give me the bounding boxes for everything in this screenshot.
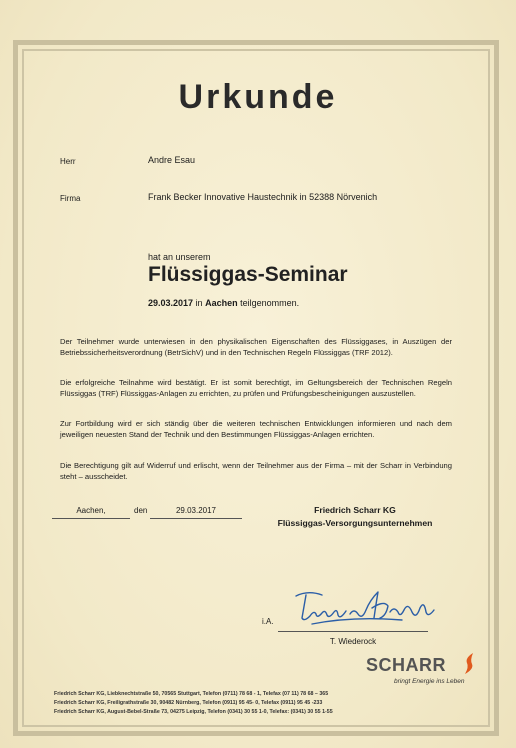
signer-name: T. Wiederock xyxy=(329,637,377,646)
issuer-subtitle: Flüssiggas-Versorgungsunternehmen xyxy=(277,518,433,528)
logo-slogan: bringt Energie ins Leben xyxy=(394,678,465,685)
flame-logo-icon xyxy=(462,652,478,676)
seminar-title: Flüssiggas-Seminar xyxy=(148,263,348,286)
certificate-title: Urkunde xyxy=(178,78,338,116)
paragraph-instruction: Der Teilnehmer wurde unterwiesen in den physikalischen Eigenschaften des Flüssiggases, in Auszügen der Betriebssicherheitsverordnung (BetrSichV) und in den Technischen Regeln Flüssiggas (TRF 2012). xyxy=(60,337,452,357)
seminar-city: Aachen xyxy=(205,298,238,308)
paragraph-authorization: Die erfolgreiche Teilnahme wird bestätigt. Er ist somit berechtigt, im Geltungsbereich der Technischen Regeln Flüssiggas (TRF) Flüssiggas-Anlagen zu errichten, zu prüfen und Prüfungsbescheinigungen auszustellen. xyxy=(60,378,452,398)
name-label: Herr xyxy=(60,157,76,166)
issuer-name: Friedrich Scharr KG xyxy=(314,505,396,515)
issue-date: 29.03.2017 xyxy=(150,506,242,519)
handwritten-signature xyxy=(292,586,442,630)
participation-suffix: teilgenommen. xyxy=(240,298,300,308)
den-word: den xyxy=(134,506,148,515)
paragraph-training: Zur Fortbildung wird er sich ständig über die weiteren technischen Entwicklungen informieren und nach dem jeweiligen neuesten Stand der Technik und den Bestimmungen Flüssiggas-Anlagen errichten. xyxy=(60,419,452,439)
footer-address-stuttgart: Friedrich Scharr KG, Liebknechtstraße 50, 70565 Stuttgart, Telefon (0711) 78 68 - 1, Telefax (07 11) 78 68 – 365 xyxy=(54,691,329,697)
intro-text: hat an unserem xyxy=(148,252,211,262)
issue-place: Aachen, xyxy=(52,506,130,519)
recipient-name: Andre Esau xyxy=(148,155,196,165)
company-label: Firma xyxy=(60,194,81,203)
seminar-date: 29.03.2017 xyxy=(148,298,194,308)
recipient-company: Frank Becker Innovative Haustechnik in 52388 Nörvenich xyxy=(148,192,378,202)
signature-line xyxy=(278,631,428,632)
footer-address-nuernberg: Friedrich Scharr KG, Freiligrathstraße 30, 90482 Nürnberg, Telefon (0911) 95 45- 0, Telefax (0911) 95 45 -233 xyxy=(54,700,323,706)
in-word: in xyxy=(195,298,203,308)
footer-address-leipzig: Friedrich Scharr KG, August-Bebel-Straße 73, 04275 Leipzig, Telefon (0341) 30 55 1-0, Telefax: (0341) 30 55 1-55 xyxy=(54,709,333,715)
ia-label: i.A. xyxy=(262,617,274,626)
participation-line xyxy=(148,298,299,308)
scharr-logo-text: SCHARR xyxy=(366,655,447,675)
paragraph-revocation: Die Berechtigung gilt auf Widerruf und erlischt, wenn der Teilnehmer aus der Firma – mit der Scharr in Verbindung steht – ausscheidet. xyxy=(60,461,452,481)
